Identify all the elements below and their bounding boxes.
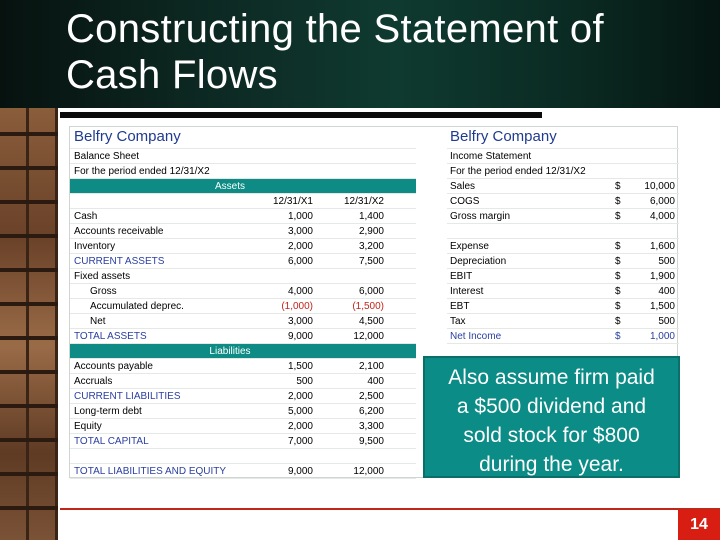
row-value: 400 xyxy=(658,286,675,297)
row-value: 500 xyxy=(658,316,675,327)
table-row xyxy=(447,284,679,299)
table-row xyxy=(447,194,679,209)
row-value-x2: 9,500 xyxy=(358,436,384,447)
row-label xyxy=(450,224,610,239)
row-value-x2: 6,000 xyxy=(358,286,384,297)
assets-band-label: Assets xyxy=(214,181,245,192)
title-banner xyxy=(0,0,720,108)
slide-title-line-2: Cash Flows xyxy=(66,53,278,97)
row-value: 1,000 xyxy=(649,331,675,342)
callout-line-4: during the year. xyxy=(479,453,624,476)
liabilities-band-label: Liabilities xyxy=(209,346,251,357)
table-row xyxy=(70,299,416,314)
row-label: Expense xyxy=(450,241,489,252)
row-value-x1: (1,000) xyxy=(281,301,313,312)
row-label: Equity xyxy=(74,421,102,432)
row-label: Accounts receivable xyxy=(74,226,164,237)
row-value-x2: 3,300 xyxy=(358,421,384,432)
row-label: Gross margin xyxy=(450,211,511,222)
page-number: 14 xyxy=(678,510,720,540)
row-value-x2: 3,200 xyxy=(358,241,384,252)
row-label: Cash xyxy=(74,211,98,222)
row-value-x2: 2,100 xyxy=(358,361,384,372)
row-label: Depreciation xyxy=(450,256,507,267)
col-header-x1: 12/31/X1 xyxy=(272,196,313,207)
balance-sheet-company: Belfry Company xyxy=(74,128,181,145)
row-value-x1: 6,000 xyxy=(287,256,313,267)
balance-sheet xyxy=(70,127,416,479)
row-value-x2: 6,200 xyxy=(358,406,384,417)
row-value-x1: 2,000 xyxy=(287,391,313,402)
callout-line-3: sold stock for $800 xyxy=(463,424,640,447)
table-row xyxy=(70,254,416,269)
table-row xyxy=(447,299,679,314)
row-value-x1 xyxy=(253,449,313,464)
row-label: EBIT xyxy=(450,271,473,282)
table-row xyxy=(447,179,679,194)
table-row xyxy=(70,284,416,299)
row-label: Gross xyxy=(90,286,117,297)
row-label: Accruals xyxy=(74,376,113,387)
row-currency: $ xyxy=(615,316,621,327)
row-value-x1: 5,000 xyxy=(287,406,313,417)
row-value: 10,000 xyxy=(644,181,675,192)
table-row xyxy=(70,464,416,479)
slide-title-line-1: Constructing the Statement of xyxy=(66,7,604,51)
row-value-x2: (1,500) xyxy=(352,301,384,312)
row-label: Inventory xyxy=(74,241,116,252)
table-row xyxy=(70,269,416,284)
table-row xyxy=(447,209,679,224)
row-value-x1: 7,000 xyxy=(287,436,313,447)
row-label: CURRENT LIABILITIES xyxy=(74,391,181,402)
table-row xyxy=(70,209,416,224)
row-value-x1: 500 xyxy=(296,376,313,387)
row-currency: $ xyxy=(615,331,621,342)
liability-rows xyxy=(70,359,416,479)
table-row xyxy=(70,359,416,374)
row-value-x1: 3,000 xyxy=(287,226,313,237)
row-value-x2: 2,900 xyxy=(358,226,384,237)
row-value-x1: 2,000 xyxy=(287,421,313,432)
row-value: 500 xyxy=(658,256,675,267)
row-currency: $ xyxy=(615,301,621,312)
table-row xyxy=(70,449,416,464)
row-label: TOTAL CAPITAL xyxy=(74,436,149,447)
row-value: 1,600 xyxy=(649,241,675,252)
table-row xyxy=(70,389,416,404)
row-value: 6,000 xyxy=(649,196,675,207)
row-label: Interest xyxy=(450,286,484,297)
slide-title xyxy=(66,6,706,98)
callout-line-2: a $500 dividend and xyxy=(456,395,647,418)
table-row xyxy=(70,419,416,434)
row-label: Long-term debt xyxy=(74,406,142,417)
table-row xyxy=(70,329,416,344)
liabilities-band xyxy=(70,344,416,359)
col-header-x2: 12/31/X2 xyxy=(343,196,384,207)
row-currency: $ xyxy=(615,241,621,252)
row-value-x2: 12,000 xyxy=(353,331,384,342)
assets-band xyxy=(70,179,416,194)
row-currency: $ xyxy=(615,181,621,192)
row-label: TOTAL LIABILITIES AND EQUITY xyxy=(74,466,227,477)
row-value-x1: 1,000 xyxy=(287,211,313,222)
table-row xyxy=(70,434,416,449)
asset-rows xyxy=(70,209,416,344)
footer-divider xyxy=(60,508,720,510)
balance-sheet-subtitle: Balance Sheet xyxy=(74,151,140,162)
row-value xyxy=(627,224,675,239)
table-row xyxy=(70,314,416,329)
income-statement-company: Belfry Company xyxy=(450,128,557,145)
income-rows xyxy=(447,179,679,344)
row-value-x1 xyxy=(253,269,313,284)
table-row xyxy=(70,404,416,419)
row-label: EBT xyxy=(450,301,470,312)
row-label xyxy=(74,449,252,464)
row-value-x2: 2,500 xyxy=(358,391,384,402)
row-label: COGS xyxy=(450,196,480,207)
row-label: Sales xyxy=(450,181,476,192)
row-currency: $ xyxy=(615,271,621,282)
row-value-x2: 1,400 xyxy=(358,211,384,222)
table-row xyxy=(70,239,416,254)
row-label: Fixed assets xyxy=(74,271,131,282)
row-value-x2 xyxy=(320,269,384,284)
row-value-x1: 2,000 xyxy=(287,241,313,252)
row-value-x1: 9,000 xyxy=(287,466,313,477)
row-value-x1: 3,000 xyxy=(287,316,313,327)
row-value-x1: 1,500 xyxy=(287,361,313,372)
row-currency: $ xyxy=(615,211,621,222)
row-value: 1,500 xyxy=(649,301,675,312)
income-statement-period: For the period ended 12/31/X2 xyxy=(450,166,586,177)
row-currency: $ xyxy=(615,196,621,207)
table-row xyxy=(70,374,416,389)
row-value-x2: 4,500 xyxy=(358,316,384,327)
callout-line-1: Also assume firm paid xyxy=(448,366,655,389)
income-statement-subtitle: Income Statement xyxy=(450,151,532,162)
row-value-x2: 12,000 xyxy=(353,466,384,477)
income-statement xyxy=(447,127,679,344)
balance-sheet-period: For the period ended 12/31/X2 xyxy=(74,166,210,177)
row-value-x2: 7,500 xyxy=(358,256,384,267)
table-row xyxy=(447,224,679,239)
row-value-x2: 400 xyxy=(367,376,384,387)
row-value: 1,900 xyxy=(649,271,675,282)
row-currency: $ xyxy=(615,286,621,297)
row-label: Tax xyxy=(450,316,466,327)
table-row xyxy=(70,224,416,239)
brick-decoration xyxy=(0,108,58,540)
table-row xyxy=(447,269,679,284)
row-label: Accounts payable xyxy=(74,361,153,372)
table-row xyxy=(447,314,679,329)
dividend-stock-callout xyxy=(423,356,680,478)
table-row xyxy=(447,254,679,269)
table-row xyxy=(447,239,679,254)
row-currency: $ xyxy=(615,256,621,267)
row-label: Net xyxy=(90,316,106,327)
row-label: CURRENT ASSETS xyxy=(74,256,165,267)
row-label: Net Income xyxy=(450,331,502,342)
table-row xyxy=(447,329,679,344)
row-value-x1: 9,000 xyxy=(287,331,313,342)
row-value: 4,000 xyxy=(649,211,675,222)
row-value-x2 xyxy=(320,449,384,464)
row-label: TOTAL ASSETS xyxy=(74,331,147,342)
row-label: Accumulated deprec. xyxy=(90,301,184,312)
row-value-x1: 4,000 xyxy=(287,286,313,297)
title-divider xyxy=(60,112,542,118)
